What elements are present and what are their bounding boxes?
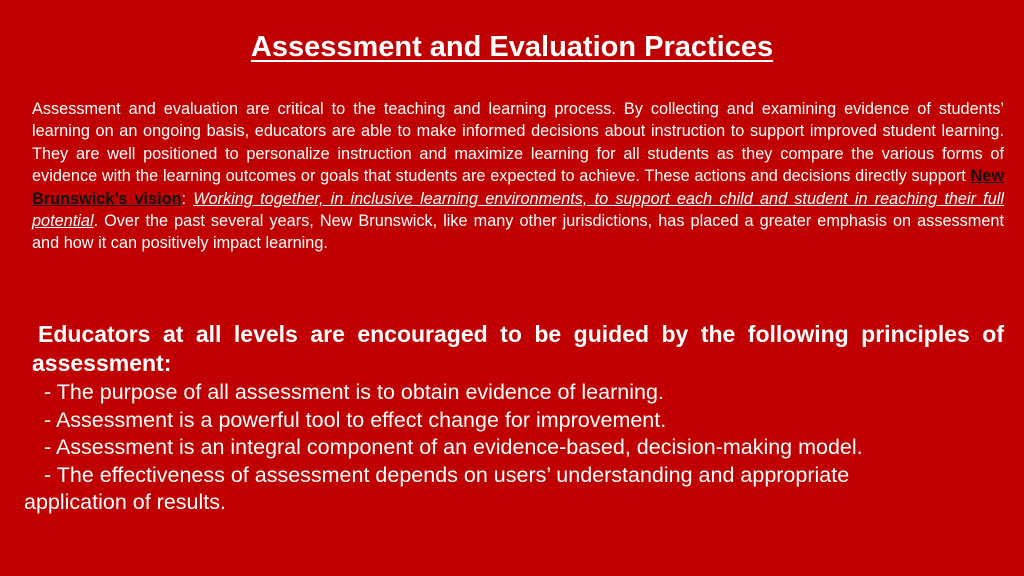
slide-title-text: Assessment and Evaluation Practices xyxy=(250,31,774,63)
intro-text-part1: Assessment and evaluation are critical to the teaching and learning process. By collecting and examining evidence of students’ learning on an ongoing basis, educators are able to make informed decisions about instruction to support improved student learning. They are well positioned to personalize instruction and maximize learning for all students as they compare the various forms of evidence with the learning outcomes or goals that students are expected to achieve. These actions and decisions directly support xyxy=(32,100,1004,186)
intro-text-part2: . Over the past several years, New Brunswick, like many other jurisdictions, has placed a greater emphasis on assessment and how it can positively impact learning. xyxy=(32,212,1004,253)
principle-text: - Assessment is an integral component of an evidence-based, decision-making model. xyxy=(44,435,863,460)
principle-item xyxy=(24,379,1014,407)
principle-text: - The effectiveness of assessment depends on users’ understanding and appropriate xyxy=(44,462,850,487)
principle-item xyxy=(24,434,1014,462)
vision-statement: Working together, in inclusive learning environments, to support each child and student in reaching their full potential xyxy=(32,189,1004,231)
principles-heading xyxy=(32,320,1004,377)
principle-continuation-text: application of results. xyxy=(24,490,226,515)
vision-label: New Brunswick’s vision xyxy=(32,167,1004,208)
principles-heading-text: Educators at all levels are encouraged to be guided by the following principles of assessment: xyxy=(32,321,1004,376)
intro-paragraph xyxy=(32,98,1004,255)
principles-list xyxy=(24,379,1014,517)
principle-continuation xyxy=(24,489,1014,517)
principle-item xyxy=(24,462,1014,490)
principle-text: - The purpose of all assessment is to obtain evidence of learning. xyxy=(44,380,664,404)
slide-title xyxy=(0,29,1024,65)
vision-separator: : xyxy=(181,189,194,208)
principle-item xyxy=(24,407,1014,435)
principle-text: - Assessment is a powerful tool to effect change for improvement. xyxy=(44,407,667,432)
